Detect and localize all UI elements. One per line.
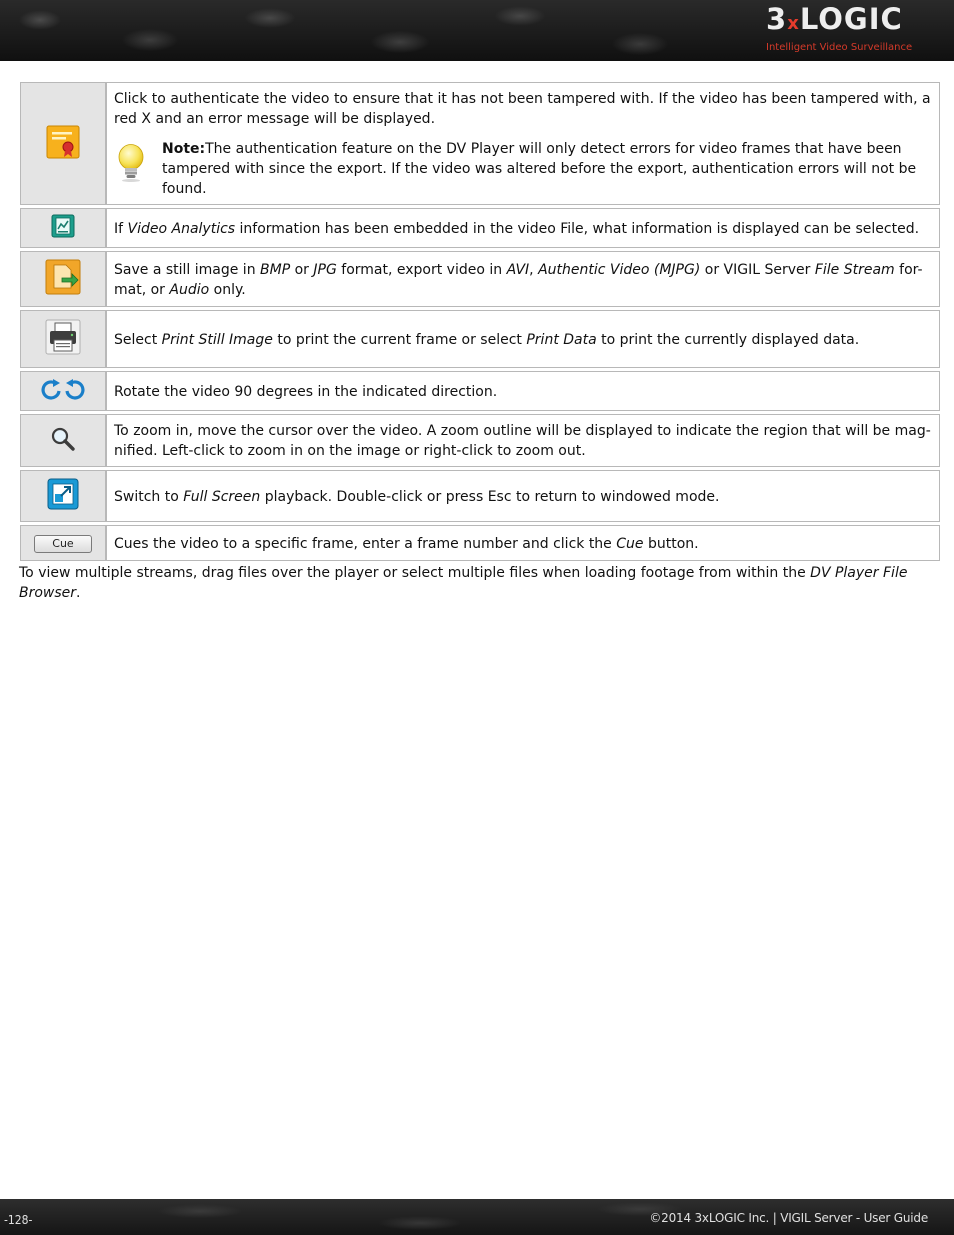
rotate-icon[interactable] — [40, 377, 86, 405]
emphasis-avi: AVI — [506, 261, 530, 278]
video-analytics-icon[interactable] — [51, 214, 75, 242]
icon-cell — [20, 525, 106, 561]
table-row-full-screen — [20, 470, 940, 522]
text-run: To zoom in, move the cursor over the video. A zoom outline will be displayed to indicate the region that will be mag-nified. Left-click to zoom in on the image or right-click to zoom out. — [114, 423, 931, 459]
page-footer — [0, 1199, 954, 1235]
emphasis-print-still-image: Print Still Image — [161, 331, 273, 348]
logo-part-logic: LOGIC — [799, 2, 903, 36]
page-number: -128- — [4, 1213, 33, 1227]
table-row-zoom — [20, 414, 940, 467]
feature-table — [20, 79, 940, 564]
emphasis-full-screen: Full Screen — [183, 488, 261, 505]
text-run: to print the currently displayed data. — [596, 331, 860, 348]
description-cell — [106, 371, 940, 411]
table-row-analytics — [20, 208, 940, 248]
text-run: If — [114, 220, 128, 237]
note-text: The authentication feature on the DV Player will only detect errors for video frames that have been tampered with since the export. If the video was altered before the export, authentication errors will not be found. — [162, 141, 917, 197]
note-label: Note: — [162, 141, 206, 157]
text-run: or — [290, 261, 314, 278]
lightbulb-icon — [114, 139, 162, 189]
table-row-export — [20, 251, 940, 307]
copyright-text: ©2014 3xLOGIC Inc. | VIGIL Server - User Guide — [649, 1211, 928, 1225]
emphasis-cue: Cue — [616, 535, 644, 552]
zoom-icon[interactable] — [50, 426, 76, 456]
description-cell — [106, 525, 940, 561]
text-run: Save a still image in — [114, 261, 261, 278]
logo-tagline: Intelligent Video Surveillance — [766, 42, 913, 53]
text-run: for-mat, or — [114, 261, 923, 298]
company-logo — [766, 2, 936, 56]
description-cell — [106, 82, 940, 205]
description-cell — [106, 310, 940, 368]
text-run: To view multiple streams, drag files over the player or select multiple files when loading footage from within the — [19, 565, 811, 581]
table-row-rotate — [20, 371, 940, 411]
icon-cell — [20, 371, 106, 411]
logo-part-3: 3 — [766, 2, 788, 36]
description-cell — [106, 414, 940, 467]
emphasis-video-analytics: Video Analytics — [127, 220, 236, 237]
emphasis-file-stream: File Stream — [814, 261, 895, 278]
text-run: format, export video in — [336, 261, 507, 278]
text-run: only. — [209, 281, 246, 298]
table-row-print — [20, 310, 940, 368]
text-run: to print the current frame or select — [272, 331, 527, 348]
text-run: Cues the video to a specific frame, enter a frame number and click the — [114, 535, 617, 552]
description-cell — [106, 251, 940, 307]
authenticate-description: Click to authenticate the video to ensure that it has not been tampered with. If the video has been tampered with, a red X and an error message will be displayed. — [114, 91, 931, 127]
cue-button[interactable]: Cue — [34, 535, 92, 553]
text-run: Rotate the video 90 degrees in the indicated direction. — [114, 383, 498, 400]
text-run: or VIGIL Server — [700, 261, 815, 278]
text-run: . — [76, 585, 81, 601]
icon-cell — [20, 251, 106, 307]
full-screen-icon[interactable] — [47, 478, 79, 514]
description-cell — [106, 470, 940, 522]
emphasis-print-data: Print Data — [526, 331, 597, 348]
description-cell — [106, 208, 940, 248]
logo-part-x: x — [787, 13, 800, 34]
icon-cell — [20, 414, 106, 467]
text-run: , — [529, 261, 539, 278]
emphasis-audio: Audio — [169, 281, 210, 298]
printer-icon[interactable] — [45, 319, 81, 359]
table-row-authenticate — [20, 82, 940, 205]
emphasis-dv-player-file-browser: DV Player File Browser — [19, 565, 908, 601]
logo-wordmark — [766, 2, 936, 41]
icon-cell — [20, 82, 106, 205]
certificate-icon[interactable] — [46, 125, 80, 163]
table-row-cue — [20, 525, 940, 561]
multiple-streams-paragraph — [19, 563, 929, 603]
text-run: Switch to — [114, 488, 184, 505]
page-header — [0, 0, 954, 61]
note-block — [114, 139, 931, 199]
text-run: playback. Double-click or press Esc to return to windowed mode. — [260, 488, 720, 505]
text-run: Select — [114, 331, 162, 348]
text-run: button. — [643, 535, 699, 552]
emphasis-bmp: BMP — [260, 261, 291, 278]
text-run: information has been embedded in the video File, what information is displayed can be selected. — [235, 220, 920, 237]
export-icon[interactable] — [45, 259, 81, 299]
icon-cell — [20, 310, 106, 368]
emphasis-authentic-video: Authentic Video (MJPG) — [538, 261, 701, 278]
icon-cell — [20, 470, 106, 522]
note-content — [162, 139, 931, 199]
emphasis-jpg: JPG — [313, 261, 337, 278]
icon-cell — [20, 208, 106, 248]
